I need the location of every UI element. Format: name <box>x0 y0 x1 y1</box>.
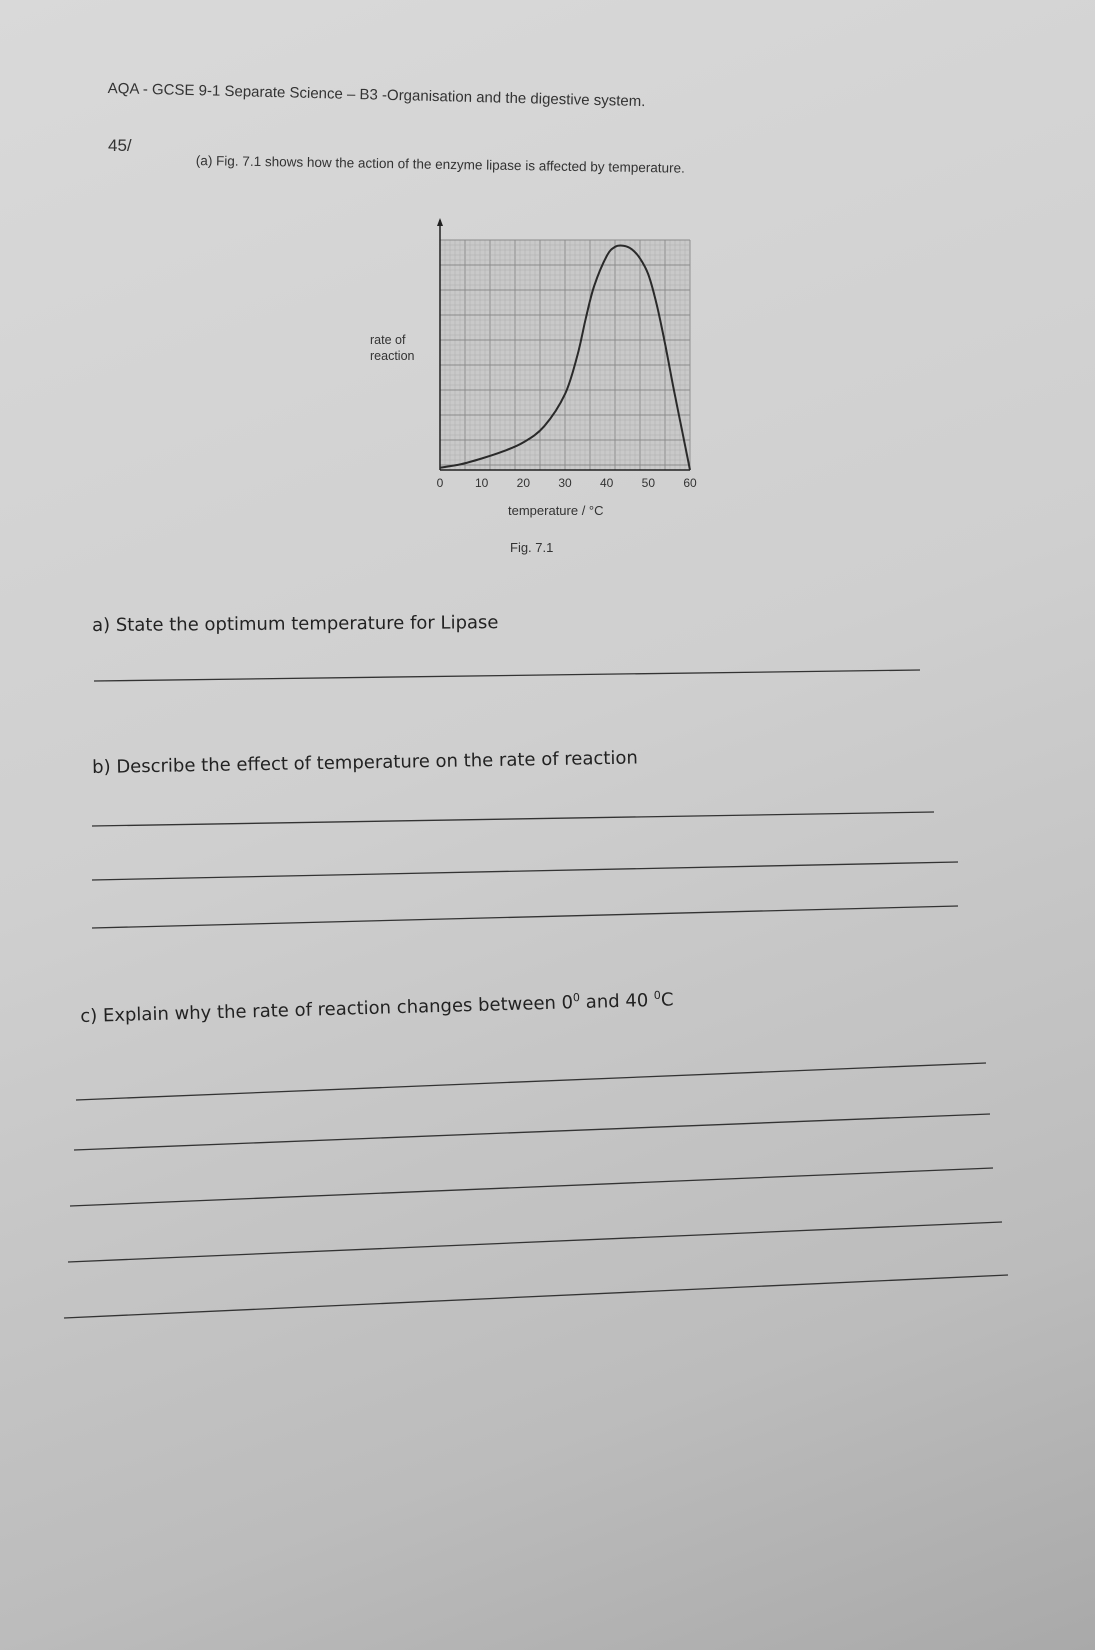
chart-x-tick-label: 20 <box>516 476 531 490</box>
answer-line-c4 <box>68 1222 1002 1262</box>
chart-x-tick-label: 0 <box>436 476 444 490</box>
answer-line-c3 <box>70 1168 993 1206</box>
answer-line-c5 <box>64 1275 1008 1318</box>
question-c-superscript-2: 0 <box>653 988 662 1002</box>
chart-x-tick-label: 40 <box>599 476 614 490</box>
worksheet-title: AQA - GCSE 9-1 Separate Science – B3 -Organisation and the digestive system. <box>107 80 646 111</box>
chart-x-tick-label: 60 <box>683 476 697 490</box>
answer-line-b1 <box>92 812 934 826</box>
chart-x-tick-label: 30 <box>558 476 572 490</box>
answer-line-a <box>94 670 920 681</box>
question-c-text: c) Explain why the rate of reaction changes between 0 <box>80 992 574 1027</box>
figure-caption: Fig. 7.1 <box>510 540 554 555</box>
chart-x-tick-label: 50 <box>641 476 656 490</box>
question-a: a) State the optimum temperature for Lipase <box>92 612 499 636</box>
question-c-mid: and 40 <box>579 989 655 1014</box>
chart-x-axis-label: temperature / °C <box>508 503 604 518</box>
question-intro: (a) Fig. 7.1 shows how the action of the enzyme lipase is affected by temperature. <box>195 153 685 176</box>
question-c-superscript-1: 0 <box>572 991 581 1005</box>
question-c-unit: C <box>660 989 674 1011</box>
question-b: b) Describe the effect of temperature on the rate of reaction <box>92 747 638 778</box>
chart-x-tick-label: 10 <box>474 476 489 490</box>
answer-line-c2 <box>74 1114 990 1150</box>
answer-line-c1 <box>76 1063 986 1100</box>
question-number: 45/ <box>108 136 132 155</box>
answer-line-b3 <box>92 906 958 928</box>
answer-line-b2 <box>92 862 958 880</box>
chart-y-axis-label: rate of reaction <box>370 333 415 363</box>
